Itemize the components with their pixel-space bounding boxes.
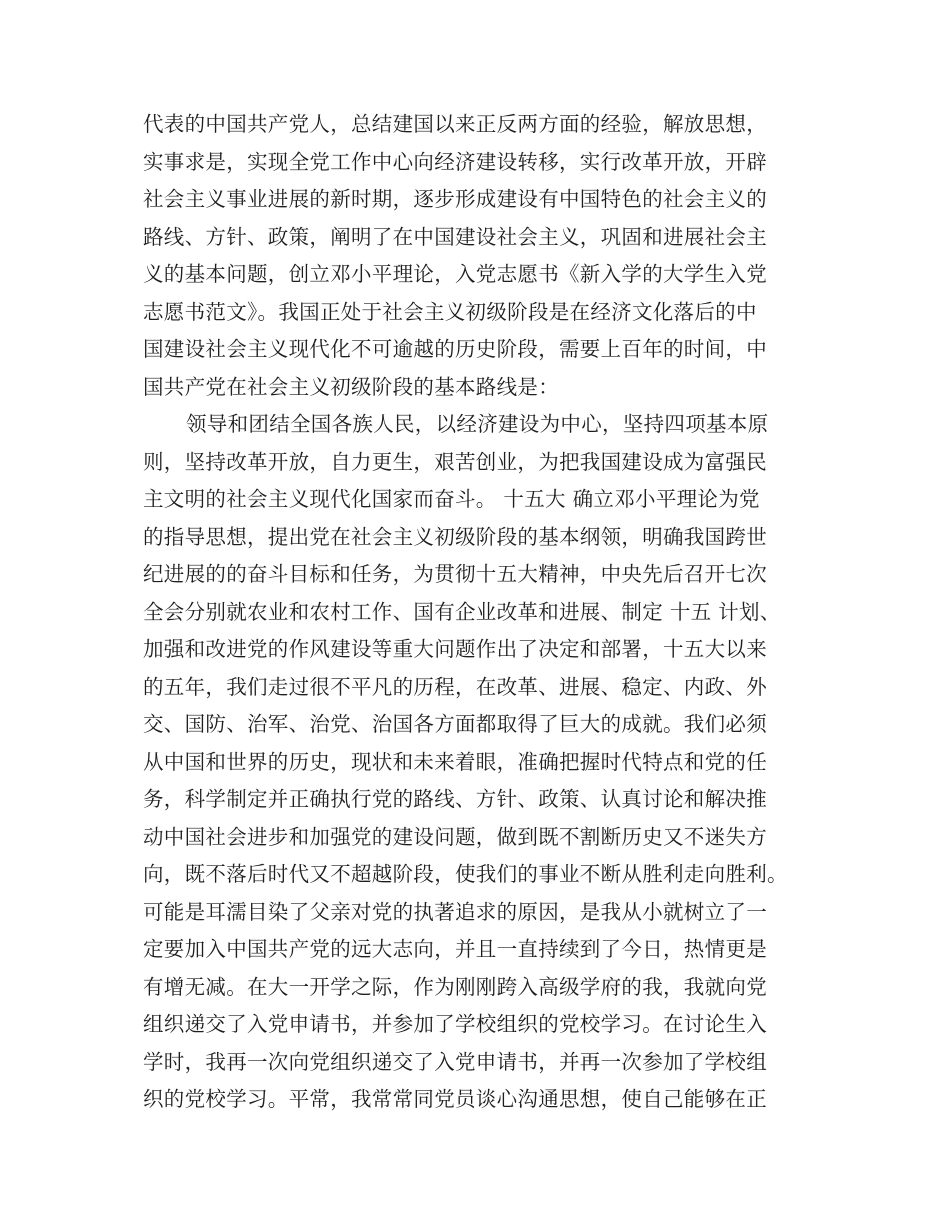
text-line: 义的基本问题，创立邓小平理论，入党志愿书《新入学的大学生入党 (143, 262, 767, 286)
text-line: 交、国防、治军、治党、治国各方面都取得了巨大的成就。我们必须 (143, 712, 767, 736)
text-line: 务，科学制定并正确执行党的路线、方针、政策、认真讨论和解决推 (143, 787, 767, 811)
text-line: 代表的中国共产党人，总结建国以来正反两方面的经验，解放思想， (143, 112, 767, 136)
text-line: 可能是耳濡目染了父亲对党的执著追求的原因，是我从小就树立了一 (143, 899, 767, 924)
text-line: 国共产党在社会主义初级阶段的基本路线是： (143, 374, 559, 399)
text-line: 组织递交了入党申请书，并参加了学校组织的党校学习。在讨论生入 (143, 1012, 767, 1036)
text-line: 从中国和世界的历史，现状和未来着眼，准确把握时代特点和党的任 (143, 749, 767, 774)
text-line: 的五年，我们走过很不平凡的历程，在改革、进展、稳定、内政、外 (143, 674, 767, 699)
text-line: 动中国社会进步和加强党的建设问题，做到既不割断历史又不迷失方 (143, 824, 767, 849)
text-line: 学时，我再一次向党组织递交了入党申请书，并再一次参加了学校组 (143, 1049, 767, 1074)
text-line: 织的党校学习。平常，我常常同党员谈心沟通思想，使自己能够在正 (143, 1087, 767, 1111)
text-line: 国建设社会主义现代化不可逾越的历史阶段，需要上百年的时间，中 (143, 337, 767, 361)
text-line: 社会主义事业进展的新时期，逐步形成建设有中国特色的社会主义的 (143, 187, 767, 211)
text-line: 定要加入中国共产党的远大志向，并且一直持续到了今日，热情更是 (143, 937, 767, 961)
text-line: 加强和改进党的作风建设等重大问题作出了决定和部署，十五大以来 (143, 637, 767, 661)
text-line: 则，坚持改革开放，自力更生，艰苦创业，为把我国建设成为富强民 (143, 449, 767, 474)
text-line: 向，既不落后时代又不超越阶段，使我们的事业不断从胜利走向胜利。 (143, 862, 788, 886)
text-line: 有增无减。在大一开学之际，作为刚刚跨入高级学府的我，我就向党 (143, 974, 767, 999)
text-line: 志愿书范文》。我国正处于社会主义初级阶段是在经济文化落后的中 (143, 299, 757, 324)
paragraph-first-line: 领导和团结全国各族人民，以经济建设为中心，坚持四项基本原 (186, 412, 769, 436)
text-line: 全会分别就农业和农村工作、国有企业改革和进展、制定 十五 计划、 (143, 599, 781, 624)
text-line: 主文明的社会主义现代化国家而奋斗。 十五大 确立邓小平理论为党 (143, 487, 760, 511)
text-line: 的指导思想，提出党在社会主义初级阶段的基本纲领，明确我国跨世 (143, 524, 767, 549)
text-line: 实事求是，实现全党工作中心向经济建设转移，实行改革开放，开辟 (143, 149, 767, 174)
text-line: 纪进展的的奋斗目标和任务，为贯彻十五大精神，中央先后召开七次 (143, 562, 767, 586)
body-text (143, 106, 823, 1119)
text-line: 路线、方针、政策，阐明了在中国建设社会主义，巩固和进展社会主 (143, 224, 767, 249)
